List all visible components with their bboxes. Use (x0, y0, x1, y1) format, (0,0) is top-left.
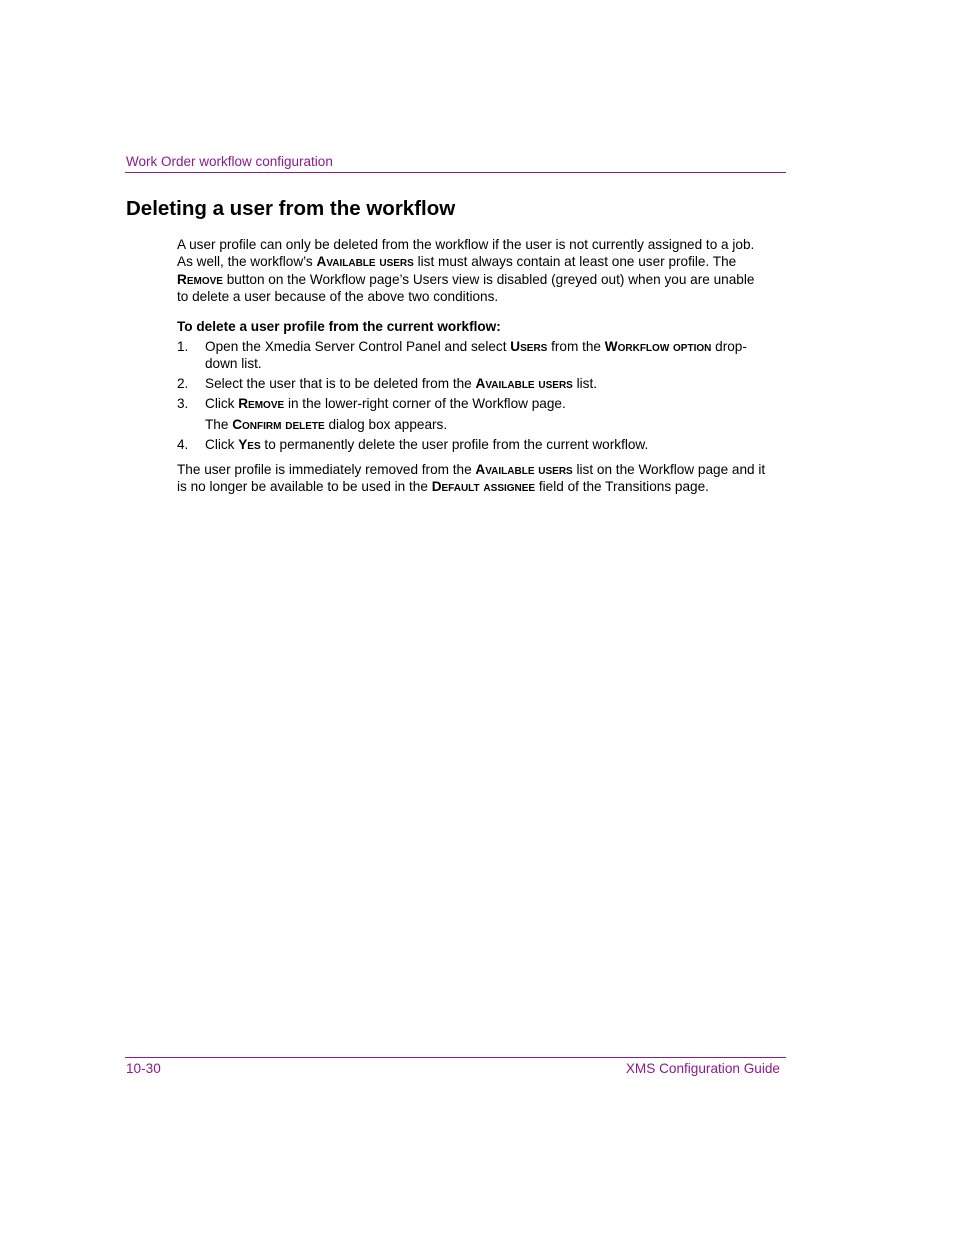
step-text: Open the Xmedia Server Control Panel and select Users from the Workflow option drop-down list. (205, 339, 747, 372)
step-number: 2. (177, 376, 189, 391)
running-header: Work Order workflow configuration (126, 154, 333, 169)
header-rule (125, 172, 786, 173)
step-number: 4. (177, 437, 189, 452)
ui-term: Default assignee (431, 479, 536, 495)
step-2 (177, 375, 767, 392)
step-3 (177, 395, 767, 412)
ui-term: Available users (475, 462, 573, 477)
step-text: Select the user that is to be deleted from the Available users list. (205, 376, 598, 391)
ui-term: Remove (238, 396, 285, 411)
ui-term: Remove (177, 271, 223, 287)
step-text: Click Remove in the lower-right corner of the Workflow page. (205, 396, 566, 411)
ui-term: Yes (238, 437, 261, 452)
procedure-title: To delete a user profile from the current workflow: (177, 319, 501, 334)
result-paragraph: The user profile is immediately removed from the Available users list on the Workflow page and it is no longer be available to be used in the Default assignee field of the Transitions page. (177, 462, 766, 495)
guide-title: XMS Configuration Guide (625, 1061, 780, 1076)
step-number: 3. (177, 396, 189, 411)
step-4 (177, 436, 767, 453)
footer-rule (125, 1057, 786, 1058)
step-1 (177, 338, 767, 373)
step-number: 1. (177, 339, 189, 354)
page-number: 10-30 (126, 1061, 161, 1076)
ui-term: Available users (316, 254, 414, 270)
ui-term: Available users (475, 376, 573, 391)
step-3-note: The Confirm delete dialog box appears. (205, 417, 448, 432)
ui-term: Workflow option (604, 339, 712, 354)
step-text: Click Yes to permanently delete the user profile from the current workflow. (205, 437, 649, 452)
ui-term: Users (510, 339, 548, 354)
ui-term: Confirm delete (232, 417, 325, 432)
intro-paragraph: A user profile can only be deleted from the workflow if the user is not currently assigned to a job. As well, the workflow’s Available users list must always contain at least one user profile. The Remove button on the Workflow page’s Users view is disabled (greyed out) when you are unable to delete a user because of the above two conditions. (177, 237, 755, 304)
section-title: Deleting a user from the workflow (126, 197, 456, 220)
